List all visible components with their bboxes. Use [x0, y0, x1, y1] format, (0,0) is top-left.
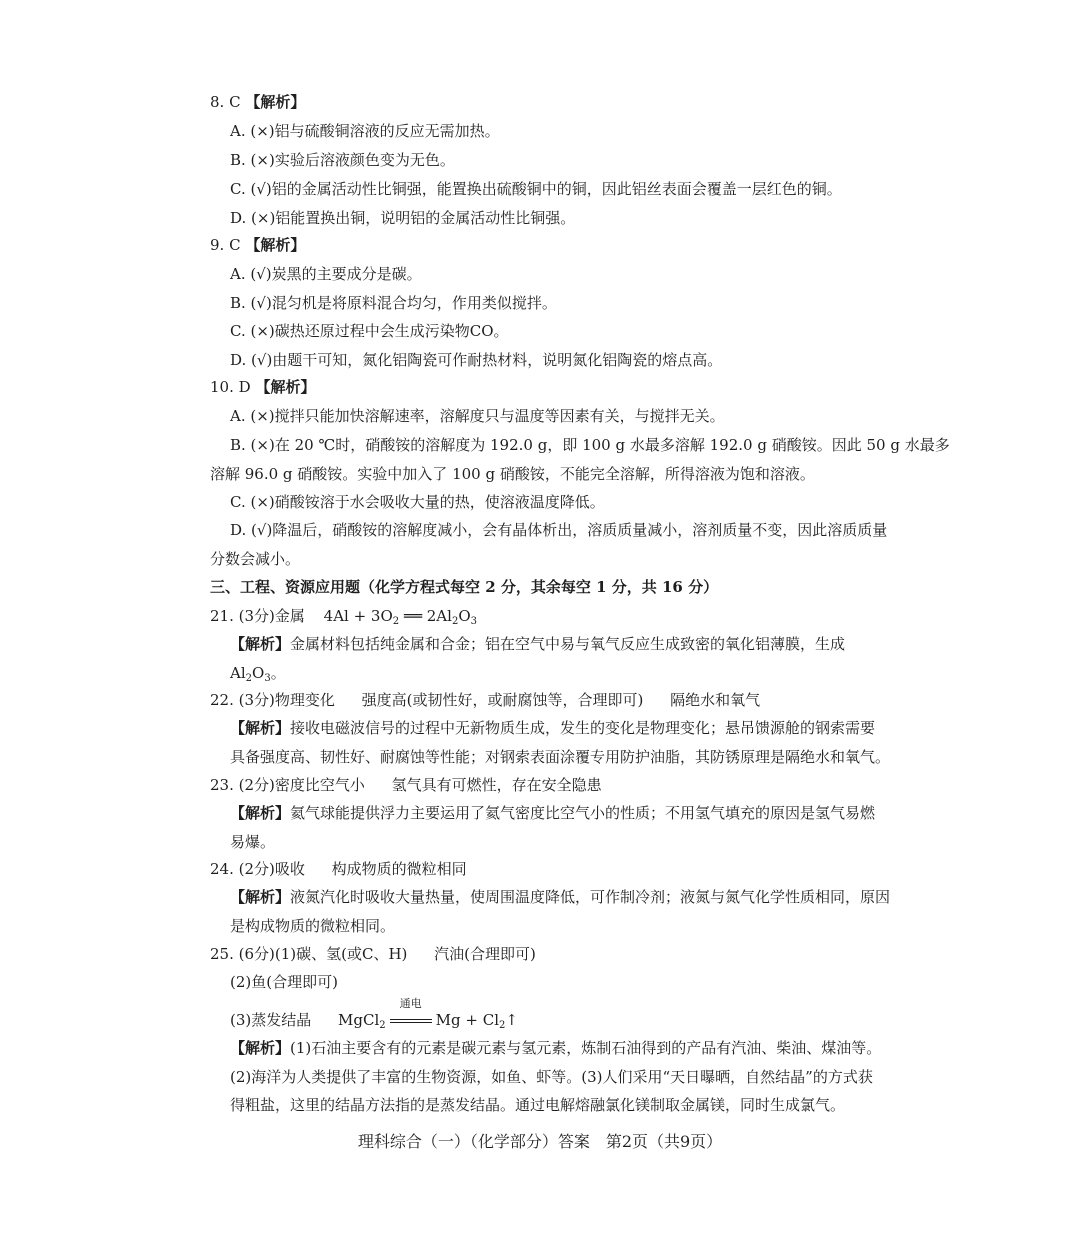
q21-explanation-line2: $Al_2O_3$。: [230, 664, 286, 684]
q9-option-a: A. (√)炭黑的主要成分是碳。: [230, 265, 422, 283]
q10-option-a: A. (×)搅拌只能加快溶解速率，溶解度只与温度等因素有关，与搅拌无关。: [230, 407, 725, 425]
q22-explanation-line2: 具备强度高、韧性好、耐腐蚀等性能；对钢索表面涂覆专用防护油脂，其防锈原理是隔绝水和氧气。: [230, 748, 891, 766]
q24-head: 24. (2分)吸收: [210, 860, 305, 878]
q22-head: 22. (3分)物理变化: [210, 691, 335, 709]
q25-head: 25. (6分)(1)碳、氢(或C、H): [210, 945, 408, 963]
q23-answer-2: 氢气具有可燃性，存在安全隐患: [391, 776, 602, 794]
q22-explanation-line1: [230, 718, 875, 738]
q21-exp1: 金属材料包括纯金属和合金；铝在空气中易与氧气反应生成致密的氧化铝薄膜，生成: [290, 635, 846, 653]
q10-option-d-line2: 分数会减小。: [210, 550, 301, 568]
q9-answer: 9. C: [210, 236, 241, 254]
q22-answer: [210, 690, 760, 710]
q24-analysis-tag: 【解析】: [230, 888, 291, 906]
page-footer: 理科综合（一）（化学部分）答案 第2页（共9页）: [357, 1132, 723, 1151]
q10-answer: 10. D: [210, 378, 251, 396]
q10-analysis-tag: 【解析】: [255, 378, 316, 396]
q23-head: 23. (2分)密度比空气小: [210, 776, 365, 794]
q8-heading: [210, 92, 305, 112]
q24-exp1: 液氮汽化时吸收大量热量，使周围温度降低，可作制冷剂；液氮与氮气化学性质相同，原因: [290, 888, 891, 906]
q24-explanation-line2: 是构成物质的微粒相同。: [230, 917, 396, 935]
q9-analysis-tag: 【解析】: [245, 236, 306, 254]
q25-equation: MgCl$_2$ 通电 $Mg + Cl_2↑$: [338, 997, 518, 1031]
q25-explanation-line3: 得粗盐，这里的结晶方法指的是蒸发结晶。通过电解熔融氯化镁制取金属镁，同时生成氯气。: [230, 1096, 846, 1114]
q9-option-c: C. (×)碳热还原过程中会生成污染物CO。: [230, 322, 509, 340]
q8-option-a: A. (×)铝与硫酸铜溶液的反应无需加热。: [230, 122, 500, 140]
q25-equation-condition: 通电: [399, 997, 422, 1010]
q21-answer: [210, 606, 477, 626]
q21-equation: $4Al + 3O_2$ ══ $2Al_2O_3$: [323, 607, 477, 627]
q22-answer-3: 隔绝水和氧气: [670, 691, 761, 709]
q9-option-b: B. (√)混匀机是将原料混合均匀，作用类似搅拌。: [230, 294, 557, 312]
q25-explanation-line2: (2)海洋为人类提供了丰富的生物资源，如鱼、虾等。(3)人们采用“天日曝晒，自然结晶”的方式获: [230, 1068, 873, 1086]
q25-answer-1b: 汽油(合理即可): [434, 945, 536, 963]
q10-option-c: C. (×)硝酸铵溶于水会吸收大量的热，使溶液温度降低。: [230, 493, 605, 511]
q10-option-b-line1: B. (×)在 20 ℃时，硝酸铵的溶解度为 192.0 g，即 100 g 水最多溶解 192.0 g 硝酸铵。因此 50 g 水最多: [230, 436, 950, 454]
section-3-title: 三、工程、资源应用题（化学方程式每空 2 分，其余每空 1 分，共 16 分）: [210, 578, 719, 596]
q9-option-d: D. (√)由题干可知，氮化铝陶瓷可作耐热材料，说明氮化铝陶瓷的熔点高。: [230, 351, 723, 369]
q8-option-b: B. (×)实验后溶液颜色变为无色。: [230, 151, 455, 169]
q25-answer-3-text: (3)蒸发结晶: [230, 1011, 312, 1029]
q25-analysis-tag: 【解析】: [230, 1039, 291, 1057]
q24-explanation-line1: [230, 887, 890, 907]
q21-analysis-tag: 【解析】: [230, 635, 291, 653]
q9-heading: [210, 235, 305, 255]
q25-answer-2: (2)鱼(合理即可): [230, 973, 338, 991]
q8-option-d: D. (×)铝能置换出铜，说明铝的金属活动性比铜强。: [230, 209, 576, 227]
q25-answer-3: [230, 997, 518, 1031]
q24-answer: [210, 859, 467, 879]
q22-exp1: 接收电磁波信号的过程中无新物质生成，发生的变化是物理变化；悬吊馈源舱的钢索需要: [290, 719, 876, 737]
q25-explanation-line1: [230, 1038, 881, 1058]
q25-answer-1: [210, 944, 536, 964]
q10-heading: [210, 377, 315, 397]
q24-answer-2: 构成物质的微粒相同: [331, 860, 467, 878]
q23-answer: [210, 775, 602, 795]
q8-analysis-tag: 【解析】: [245, 93, 306, 111]
q21-explanation-line1: [230, 634, 845, 654]
q22-analysis-tag: 【解析】: [230, 719, 291, 737]
q23-explanation-line2: 易爆。: [230, 833, 276, 851]
q21-head: 21. (3分)金属: [210, 607, 305, 625]
q8-answer: 8. C: [210, 93, 241, 111]
q10-option-b-line2: 溶解 96.0 g 硝酸铵。实验中加入了 100 g 硝酸铵，不能完全溶解，所得溶液为饱和溶液。: [210, 465, 815, 483]
q23-analysis-tag: 【解析】: [230, 804, 291, 822]
q8-option-c: C. (√)铝的金属活动性比铜强，能置换出硫酸铜中的铜，因此铝丝表面会覆盖一层红色的铜。: [230, 180, 842, 198]
q22-answer-2: 强度高(或韧性好，或耐腐蚀等，合理即可): [361, 691, 644, 709]
q23-exp1: 氦气球能提供浮力主要运用了氦气密度比空气小的性质；不用氢气填充的原因是氢气易燃: [290, 804, 876, 822]
q25-exp1: (1)石油主要含有的元素是碳元素与氢元素，炼制石油得到的产品有汽油、柴油、煤油等。: [290, 1039, 882, 1057]
q23-explanation-line1: [230, 803, 875, 823]
q10-option-d-line1: D. (√)降温后，硝酸铵的溶解度减小，会有晶体析出，溶质质量减小，溶剂质量不变，因此溶质质量: [230, 521, 888, 539]
